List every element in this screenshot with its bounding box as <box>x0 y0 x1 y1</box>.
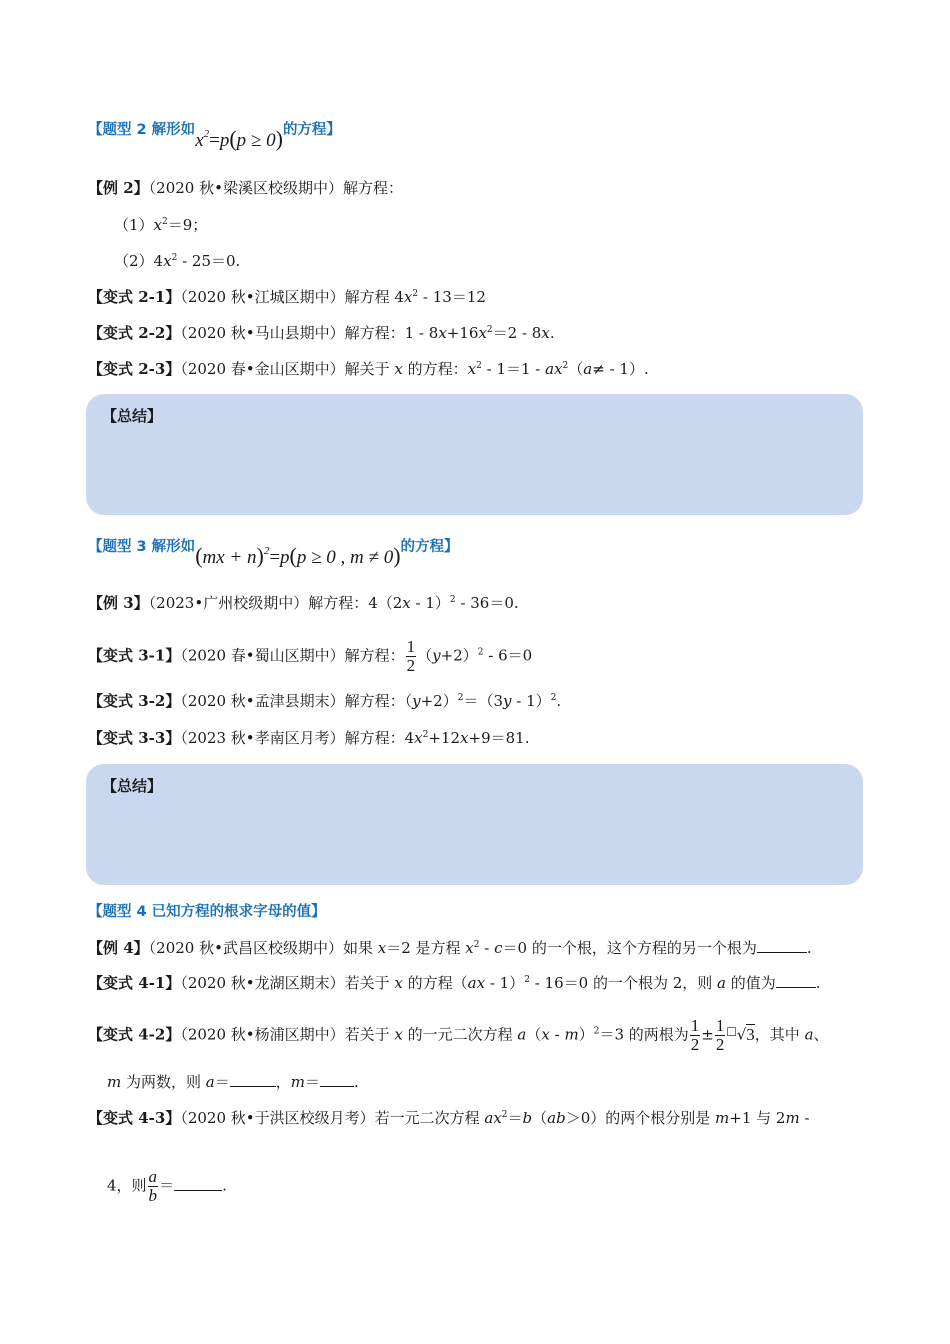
section-heading-type3 <box>88 534 459 568</box>
variant-2-1: 【变式 2-1】（2020 秋•江城区期中）解方程 $4x^2 - 13=12$ <box>88 288 486 306</box>
summary-box-1 <box>86 394 863 515</box>
answer-blank[interactable] <box>230 1072 276 1087</box>
variant-2-3: 【变式 2-3】（2020 春•金山区期中）解关于 x 的方程：$x^2 - 1=1 - ax^2(a\ne - 1)$. <box>88 360 649 378</box>
section-heading-type2 <box>88 117 341 151</box>
variant-4-2: 【变式 4-2】（2020 秋•杨浦区期中）若关于 x 的一元二次方程 a（x - m）$^2$＝3 的两根为 $\frac{1}{2}$ ± $\frac{1}{2}$ □√3，其中 a、 <box>88 1016 829 1054</box>
section-heading-type4: 【题型 4 已知方程的根求字母的值】 <box>88 904 326 920</box>
variant-2-2: 【变式 2-2】（2020 秋•马山县期中）解方程：$1 - 8x+16x^2=2 - 8x$. <box>88 324 555 342</box>
example-2-part-2: $(2)4x^2 - 25=0$. <box>114 252 241 270</box>
fraction: $\frac{1}{2}$ <box>690 1016 700 1054</box>
variant-3-2: 【变式 3-2】（2020 秋•孟津县期末）解方程：$(y+2)^2=(3y - 1)^2$. <box>88 692 562 710</box>
fraction: $\frac{1}{2}$ <box>406 637 416 675</box>
example-2: 【例 2】（2020 秋•梁溪区校级期中）解方程： <box>88 179 403 197</box>
variant-4-3: 【变式 4-3】（2020 秋•于洪区校级月考）若一元二次方程 $ax^2=b(ab>0)$的两个根分别是 m+1 与 2m - <box>88 1109 810 1127</box>
summary-box-2 <box>86 764 863 885</box>
heading-text: 【题型 2 解形如 <box>88 122 196 138</box>
heading-text: 【题型 3 解形如 <box>88 539 196 555</box>
fraction: $\frac{1}{2}$ <box>715 1016 725 1054</box>
heading-text-end: 的方程】 <box>282 122 341 138</box>
variant-4-2-line-2: m 为两数，则 a＝ ，m＝ . <box>107 1073 359 1091</box>
heading-text-end: 的方程】 <box>400 539 459 555</box>
answer-blank[interactable] <box>174 1176 222 1191</box>
sqrt-icon: √ <box>736 1025 747 1044</box>
variant-4-3-line-2: 4，则 $\frac{a}{b}$ ＝ . <box>107 1167 227 1205</box>
answer-blank[interactable] <box>320 1072 354 1087</box>
fraction: $\frac{a}{b}$ <box>148 1167 158 1205</box>
summary-label: 【总结】 <box>102 407 163 425</box>
example-3: 【例 3】（2023•广州校级期中）解方程：4（2x - 1）$^2$ - 36＝0. <box>88 594 519 612</box>
variant-3-1: 【变式 3-1】（2020 春•蜀山区期中）解方程： $\frac{1}{2}$ $(y+2)^2 - 6=0$ <box>88 637 533 675</box>
heading-formula: $x^2=p(p \ge 0)$ <box>195 126 283 151</box>
example-4: 【例 4】（2020 秋•武昌区校级期中）如果 x＝2 是方程 $x^2 - c=0$ 的一个根，这个方程的另一个根为 . <box>88 939 812 957</box>
variant-4-1: 【变式 4-1】（2020 秋•龙湖区期末）若关于 x 的方程（ax - 1）$^2$ - 16＝0 的一个根为 2，则 a 的值为 . <box>88 974 821 992</box>
answer-blank[interactable] <box>776 973 816 988</box>
answer-blank[interactable] <box>757 938 807 953</box>
summary-label: 【总结】 <box>102 777 163 795</box>
example-2-part-1: $(1)x^2=9$； <box>114 216 208 234</box>
variant-3-3: 【变式 3-3】（2023 秋•孝南区月考）解方程：$4x^2+12x+9=81$. <box>88 729 530 747</box>
heading-formula: (mx + n)$^2$=p(p ≥ 0 , m ≠ 0) <box>195 543 401 568</box>
